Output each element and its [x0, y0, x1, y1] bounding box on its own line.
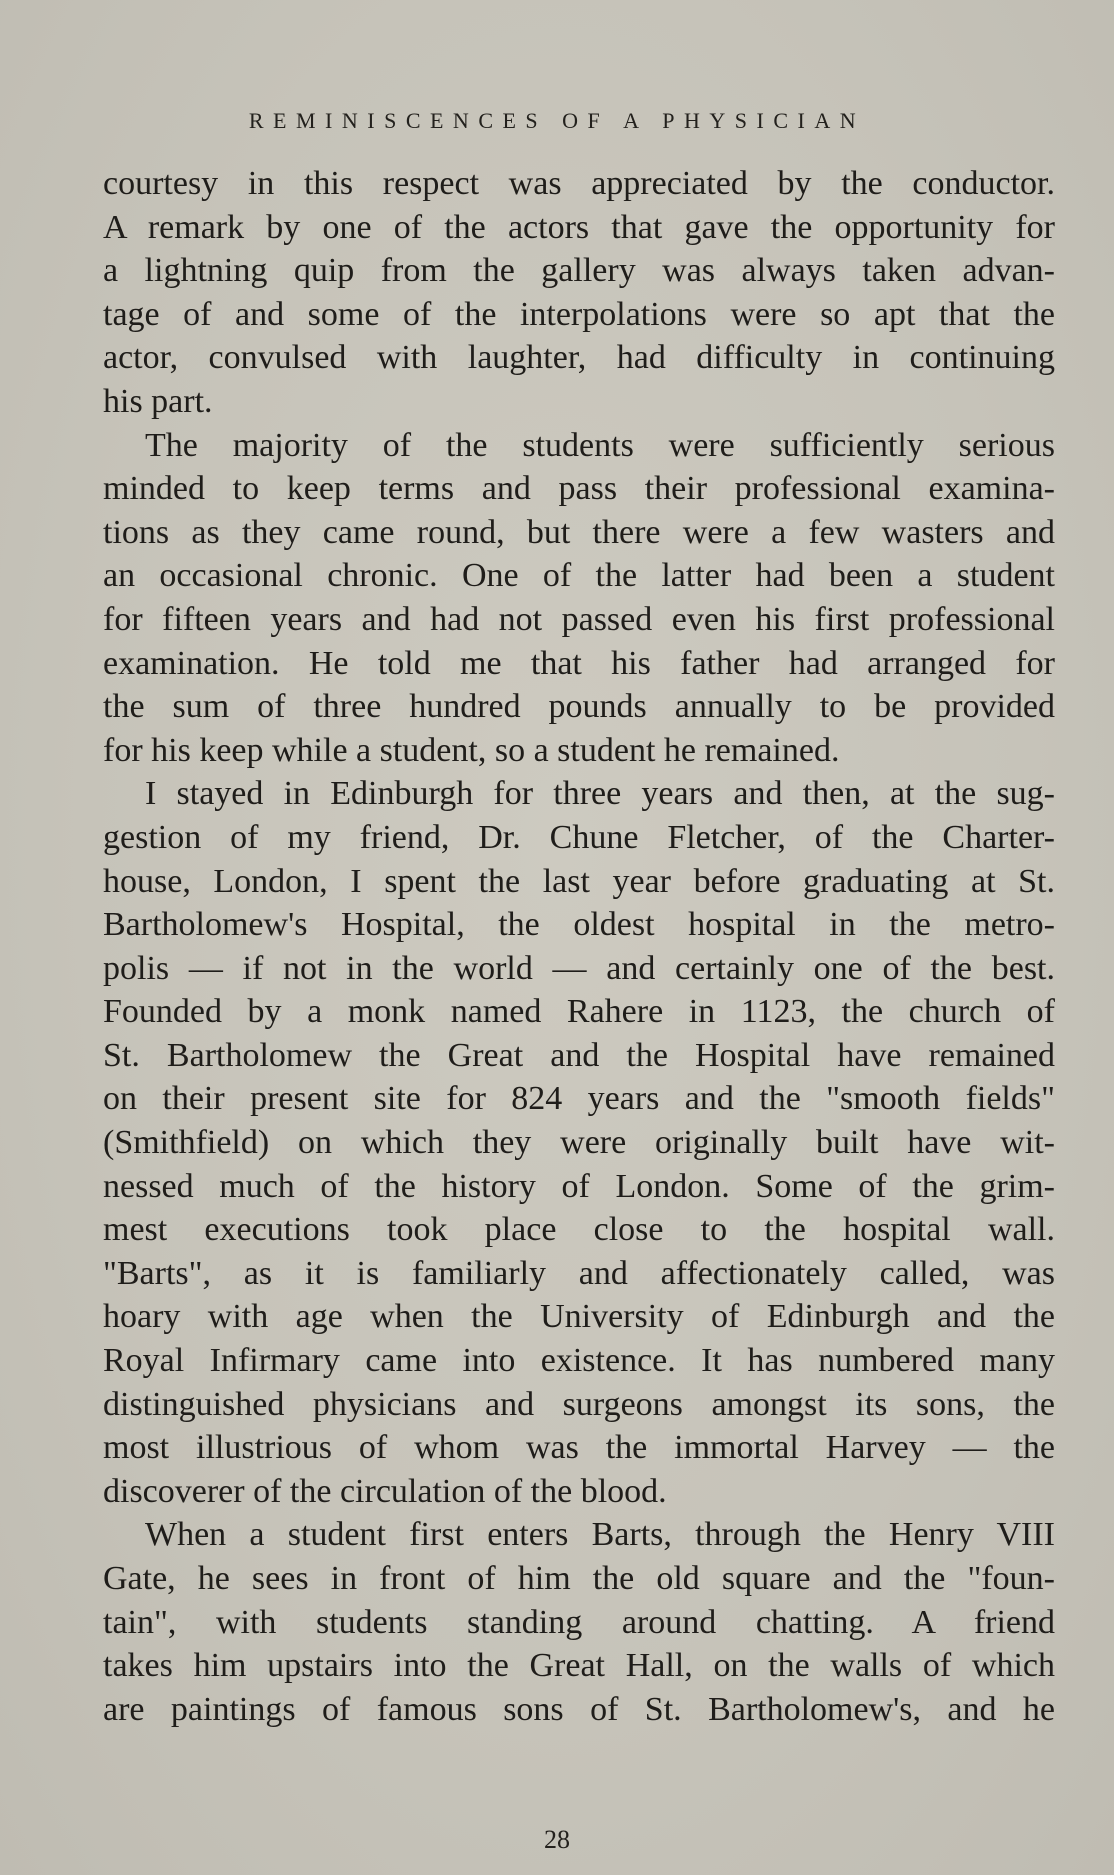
text-line: are paintings of famous sons of St. Bartholomew's, and he: [103, 1690, 1055, 1728]
text-line: examination. He told me that his father had arranged for: [103, 644, 1055, 682]
text-line: mest executions took place close to the hospital wall.: [103, 1211, 1055, 1249]
text-line: The majority of the students were sufficiently serious: [145, 426, 1055, 464]
text-line: an occasional chronic. One of the latter had been a student: [103, 557, 1055, 595]
text-line: a lightning quip from the gallery was always taken advan-: [103, 252, 1055, 290]
text-line: most illustrious of whom was the immortal Harvey — the: [103, 1429, 1055, 1467]
text-line: the sum of three hundred pounds annually to be provided: [103, 688, 1055, 726]
running-head: REMINISCENCES OF A PHYSICIAN: [248, 108, 866, 133]
body-text: [103, 162, 1055, 1731]
text-line: minded to keep terms and pass their professional examina-: [103, 470, 1055, 508]
text-line: for his keep while a student, so a student he remained.: [103, 731, 840, 769]
text-line: takes him upstairs into the Great Hall, on the walls of which: [103, 1647, 1055, 1685]
text-line: tions as they came round, but there were a few wasters and: [103, 513, 1055, 551]
text-line: Bartholomew's Hospital, the oldest hospital in the metro-: [103, 906, 1055, 944]
text-line: When a student first enters Barts, through the Henry VIII: [145, 1516, 1055, 1554]
text-line: A remark by one of the actors that gave the opportunity for: [103, 208, 1055, 246]
text-line: Gate, he sees in front of him the old square and the "foun-: [103, 1560, 1055, 1597]
text-line: tain", with students standing around chatting. A friend: [103, 1603, 1055, 1641]
text-line: polis — if not in the world — and certainly one of the best.: [103, 949, 1055, 987]
text-line: St. Bartholomew the Great and the Hospital have remained: [103, 1036, 1055, 1074]
text-line: tage of and some of the interpolations were so apt that the: [103, 295, 1055, 333]
text-line: Royal Infirmary came into existence. It has numbered many: [103, 1342, 1055, 1380]
text-line: nessed much of the history of London. Some of the grim-: [103, 1167, 1055, 1205]
text-line: distinguished physicians and surgeons amongst its sons, the: [103, 1385, 1055, 1423]
text-line: for fifteen years and had not passed even his first professional: [103, 600, 1055, 638]
text-line: (Smithfield) on which they were originally built have wit-: [103, 1124, 1055, 1162]
text-line: his part.: [103, 382, 213, 420]
text-line: on their present site for 824 years and the "smooth fields": [103, 1080, 1055, 1118]
page-number: 28: [544, 1825, 570, 1854]
text-line: courtesy in this respect was appreciated by the conductor.: [103, 165, 1055, 202]
text-line: discoverer of the circulation of the blood.: [103, 1472, 667, 1510]
text-line: house, London, I spent the last year before graduating at St.: [103, 862, 1055, 900]
text-line: actor, convulsed with laughter, had difficulty in continuing: [103, 339, 1055, 377]
text-line: I stayed in Edinburgh for three years and then, at the sug-: [145, 775, 1055, 813]
text-line: Founded by a monk named Rahere in 1123, the church of: [103, 993, 1055, 1031]
text-line: gestion of my friend, Dr. Chune Fletcher, of the Charter-: [103, 818, 1055, 856]
text-line: "Barts", as it is familiarly and affectionately called, was: [103, 1254, 1055, 1292]
text-line: hoary with age when the University of Edinburgh and the: [103, 1298, 1055, 1336]
